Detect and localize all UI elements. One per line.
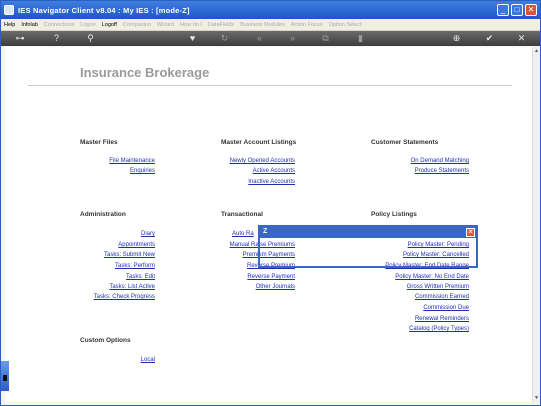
heading-custom-options: Custom Options bbox=[80, 337, 131, 344]
copy-icon[interactable]: ⧉ bbox=[322, 33, 329, 43]
link-policy-master-pending[interactable]: Policy Master: Pending bbox=[407, 242, 469, 248]
link-catalog-policy-types[interactable]: Catalog (Policy Types) bbox=[409, 326, 469, 332]
link-tasks-check-progress[interactable]: Tasks: Check Progress bbox=[93, 294, 155, 300]
vertical-scrollbar[interactable] bbox=[532, 47, 540, 402]
menu-connections[interactable]: Connections bbox=[43, 21, 75, 28]
link-enquiries[interactable]: Enquiries bbox=[129, 168, 155, 174]
maximize-button[interactable]: □ bbox=[511, 4, 523, 16]
window-title: IES Navigator Client v8.04 : My IES : [mode-Z] bbox=[18, 5, 190, 15]
menu-help[interactable]: Help bbox=[4, 21, 16, 28]
popup-window[interactable] bbox=[258, 225, 478, 268]
back-icon[interactable]: « bbox=[256, 33, 262, 43]
menu-wizard[interactable]: Wizard bbox=[157, 21, 175, 28]
app-icon bbox=[4, 5, 14, 15]
link-on-demand-matching[interactable]: On Demand Matching bbox=[410, 158, 469, 164]
title-bar bbox=[1, 1, 540, 19]
heading-master-files: Master Files bbox=[80, 139, 118, 146]
main-content bbox=[5, 47, 532, 402]
link-newly-opened-accounts[interactable]: Newly Opened Accounts bbox=[229, 158, 295, 164]
popup-title-bar[interactable] bbox=[260, 227, 476, 238]
link-active-accounts[interactable]: Active Accounts bbox=[252, 168, 295, 174]
link-tasks-perform[interactable]: Tasks: Perform bbox=[114, 263, 155, 269]
menu-business-modules[interactable]: Business Modules bbox=[240, 21, 285, 28]
link-tasks-submit-new[interactable]: Tasks: Submit New bbox=[103, 252, 155, 258]
side-panel-tab[interactable] bbox=[1, 361, 9, 391]
toolbar bbox=[1, 31, 540, 46]
z-icon: Z bbox=[263, 228, 268, 235]
link-inactive-accounts[interactable]: Inactive Accounts bbox=[248, 179, 295, 185]
menu-infolab[interactable]: Infolab bbox=[21, 21, 38, 28]
menu-companion[interactable]: Companion bbox=[122, 21, 152, 28]
heading-master-account-listings: Master Account Listings bbox=[221, 139, 297, 146]
link-reverse-payment[interactable]: Reverse Payment bbox=[247, 274, 295, 280]
refresh-icon[interactable]: ↻ bbox=[220, 33, 229, 43]
heading-customer-statements: Customer Statements bbox=[371, 139, 439, 146]
page-title: Insurance Brokerage bbox=[80, 65, 210, 80]
link-auto-raise[interactable]: Auto Ra bbox=[232, 231, 254, 237]
key-icon[interactable]: ⊶ bbox=[15, 33, 25, 43]
link-diary[interactable]: Diary bbox=[140, 231, 155, 237]
link-appointments[interactable]: Appointments bbox=[118, 242, 155, 248]
link-other-journals[interactable]: Other Journals bbox=[255, 284, 295, 290]
link-commission-earned[interactable]: Commission Earned bbox=[414, 294, 469, 300]
link-policy-master-no-end-date[interactable]: Policy Master: No End Date bbox=[395, 274, 469, 280]
search-icon[interactable]: ⚲ bbox=[87, 33, 94, 43]
link-tasks-edit[interactable]: Tasks: Edit bbox=[125, 274, 155, 280]
heading-administration: Administration bbox=[80, 211, 126, 218]
side-panel-icon bbox=[3, 375, 7, 381]
clipboard-icon[interactable]: ▮ bbox=[358, 33, 363, 43]
scroll-down-icon[interactable]: ▼ bbox=[534, 395, 539, 401]
help-icon[interactable]: ? bbox=[53, 33, 59, 43]
menu-option-select[interactable]: Option Select bbox=[328, 21, 362, 28]
link-commission-due[interactable]: Commission Due bbox=[423, 305, 469, 311]
minimize-button[interactable]: _ bbox=[497, 4, 509, 16]
popup-close-button[interactable]: ✕ bbox=[467, 229, 474, 236]
check-icon[interactable]: ✔ bbox=[485, 33, 494, 43]
menu-how-do-i[interactable]: How do I bbox=[180, 21, 202, 28]
title-divider bbox=[28, 85, 512, 86]
add-icon[interactable]: ⊕ bbox=[452, 33, 461, 43]
link-local[interactable]: Local bbox=[140, 357, 155, 363]
link-gross-written-premium[interactable]: Gross Written Premium bbox=[406, 284, 469, 290]
heart-icon[interactable]: ♥ bbox=[189, 33, 196, 43]
link-policy-master-end-date-range[interactable]: Policy Master: End Date Range bbox=[385, 263, 469, 269]
link-reverse-premium[interactable]: Reverse Premium bbox=[246, 263, 295, 269]
heading-policy-listings: Policy Listings bbox=[371, 211, 417, 218]
close-window-button[interactable]: ✕ bbox=[525, 4, 537, 16]
forward-icon[interactable]: » bbox=[289, 33, 295, 43]
link-tasks-list-active[interactable]: Tasks: List Active bbox=[109, 284, 155, 290]
window-controls bbox=[497, 4, 537, 16]
menu-bar bbox=[1, 19, 540, 31]
link-policy-master-cancelled[interactable]: Policy Master: Cancelled bbox=[402, 252, 469, 258]
menu-datafields[interactable]: DataFields bbox=[207, 21, 235, 28]
link-renewal-reminders[interactable]: Renewal Reminders bbox=[414, 316, 469, 322]
link-premium-payments[interactable]: Premium Payments bbox=[242, 252, 295, 258]
link-produce-statements[interactable]: Produce Statements bbox=[414, 168, 469, 174]
link-manual-raise-premiums[interactable]: Manual Raise Premiums bbox=[229, 242, 295, 248]
menu-action-focus[interactable]: Action Focus bbox=[290, 21, 323, 28]
menu-logoff[interactable]: Logoff bbox=[101, 21, 117, 28]
menu-logon[interactable]: Logon bbox=[80, 21, 96, 28]
scroll-up-icon[interactable]: ▲ bbox=[534, 48, 539, 54]
close-icon[interactable]: ✕ bbox=[517, 33, 526, 43]
heading-transactional: Transactional bbox=[221, 211, 263, 218]
link-file-maintenance[interactable]: File Maintenance bbox=[109, 158, 155, 164]
